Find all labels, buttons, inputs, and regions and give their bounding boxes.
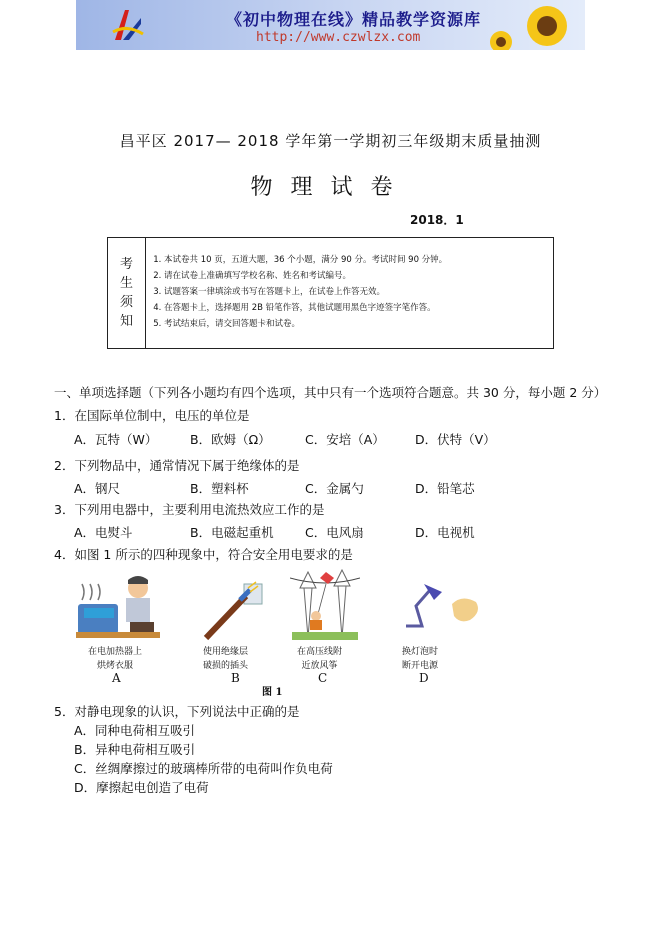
option-a: A．电熨斗 <box>74 525 133 540</box>
notice-label-char: 考 <box>119 257 133 272</box>
question-stem: 1．在国际单位制中，电压的单位是 <box>54 408 250 423</box>
figure-letter-c: C <box>318 671 328 685</box>
option-c: C．丝绸摩擦过的玻璃棒所带的电荷叫作负电荷 <box>74 761 333 776</box>
question-stem: 3．下列用电器中，主要利用电流热效应工作的是 <box>54 502 325 517</box>
notice-label-char: 生 <box>119 276 133 291</box>
sunflower-small-icon <box>487 30 515 50</box>
site-logo-icon <box>111 6 145 44</box>
option-d: D．伏特（V） <box>415 432 496 447</box>
exam-title: 昌平区 2017— 2018 学年第一学期初三年级期末质量抽测 <box>119 132 542 150</box>
caption-line: 使用绝缘层 <box>203 647 249 657</box>
sunflower-icon <box>519 4 575 48</box>
option-b: B．电磁起重机 <box>190 525 274 540</box>
option-d: D．铅笔芯 <box>415 481 475 496</box>
option-c: C．电风扇 <box>305 525 364 540</box>
option-a: A．瓦特（W） <box>74 432 158 447</box>
header-banner <box>76 0 585 50</box>
figure-caption-d <box>402 645 438 673</box>
kite-near-power-line-illustration <box>290 568 360 642</box>
option-d: D．摩擦起电创造了电荷 <box>74 780 209 795</box>
notice-label-char: 须 <box>119 295 133 310</box>
caption-line: 近放风筝 <box>301 661 338 671</box>
exam-date: 2018．1 <box>410 213 464 227</box>
figure-caption-a <box>88 645 142 673</box>
lamp-power-off-illustration <box>400 578 484 630</box>
section-heading: 一、单项选择题（下列各小题均有四个选项，其中只有一个选项符合题意。共 30 分，每小题 2 分） <box>54 385 607 400</box>
option-d: D．电视机 <box>415 525 475 540</box>
banner-url: http://www.czwlzx.com <box>256 30 421 45</box>
figure-caption-c <box>297 645 342 673</box>
question-stem: 5．对静电现象的认识，下列说法中正确的是 <box>54 704 300 719</box>
figure-letter-b: B <box>231 671 240 685</box>
caption-line: 在高压线附 <box>297 647 343 657</box>
heater-drying-clothes-illustration <box>76 570 160 642</box>
question-stem: 2．下列物品中，通常情况下属于绝缘体的是 <box>54 458 300 473</box>
figure-caption-b <box>203 645 248 673</box>
notice-item: 3. 试题答案一律填涂或书写在答题卡上，在试卷上作答无效。 <box>164 284 447 300</box>
notice-list <box>146 252 447 332</box>
figure-letter-d: D <box>419 671 429 685</box>
caption-line: 在电加热器上 <box>88 647 143 657</box>
caption-line: 断开电源 <box>402 661 439 671</box>
caption-line: 烘烤衣服 <box>97 661 134 671</box>
option-b: B．塑料杯 <box>190 481 249 496</box>
notice-item: 1. 本试卷共 10 页，五道大题，36 个小题，满分 90 分。考试时间 90 分钟。 <box>164 252 447 268</box>
notice-item: 2. 请在试卷上准确填写学校名称、姓名和考试编号。 <box>164 268 447 284</box>
notice-item: 5. 考试结束后，请交回答题卡和试卷。 <box>164 316 447 332</box>
option-a: A．钢尺 <box>74 481 121 496</box>
damaged-plug-illustration <box>200 578 266 644</box>
option-a: A．同种电荷相互吸引 <box>74 723 196 738</box>
figure-label: 图 1 <box>262 687 283 698</box>
candidate-notice-box <box>107 237 554 349</box>
question-stem: 4．如图 1 所示的四种现象中，符合安全用电要求的是 <box>54 547 353 562</box>
notice-item: 4. 在答题卡上，选择题用 2B 铅笔作答，其他试题用黑色字迹签字笔作答。 <box>164 300 447 316</box>
banner-title: 《初中物理在线》精品教学资源库 <box>226 10 482 29</box>
option-b: B．欧姆（Ω） <box>190 432 271 447</box>
notice-label-char: 知 <box>119 314 133 329</box>
exam-subtitle: 物理试卷 <box>250 175 411 200</box>
figure-letter-a: A <box>112 671 121 685</box>
caption-line: 换灯泡时 <box>402 647 439 657</box>
option-b: B．异种电荷相互吸引 <box>74 742 196 757</box>
notice-label <box>108 238 146 348</box>
option-c: C．安培（A） <box>305 432 385 447</box>
caption-line: 破损的插头 <box>203 661 249 671</box>
option-c: C．金属勺 <box>305 481 364 496</box>
